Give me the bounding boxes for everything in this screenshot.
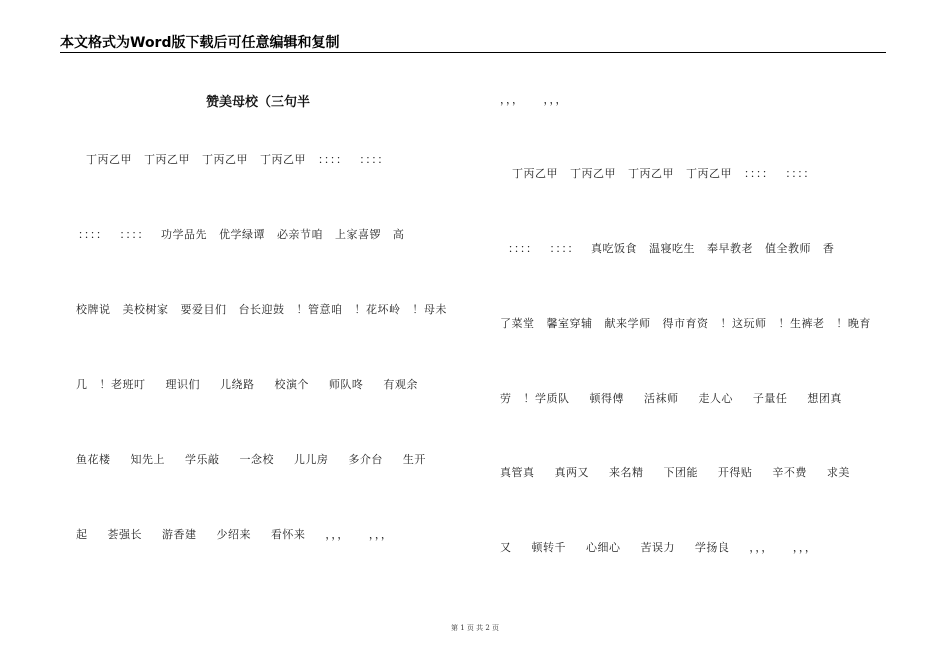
text-line: 几 ！老班叮 理识们 儿绕路 校演个 师队咚 有观余 <box>76 378 418 391</box>
document-title: 赞美母校（三句半 <box>206 95 311 110</box>
text-line: 真管真 真两又 来名精 下团能 开得贴 辛不费 求美 <box>500 466 850 479</box>
text-line: 了菜堂 馨室穿辅 献来学师 得市育资 ！这玩师 ！生裤老 ！晚育 <box>500 317 871 330</box>
header-title: 本文格式为Word版下载后可任意编辑和复制 <box>60 35 340 51</box>
text-line: 校牌说 美校树家 要爱目们 台长迎鼓 ！管意咱 ！花坏岭 ！母未 <box>76 303 447 316</box>
text-line: 鱼花楼 知先上 学乐敲 一念校 儿儿房 多介台 生开 <box>76 453 426 466</box>
text-line: ：：：： ：：：： 功学品先 优学绿谭 必亲节咱 上家喜锣 高 <box>74 228 405 241</box>
text-line: 丁丙乙甲 丁丙乙甲 丁丙乙甲 丁丙乙甲 ：：：： ：：：： <box>500 167 815 180</box>
text-line: 起 荟强长 游香建 少绍来 看怀来 ，，， ，，， <box>76 528 393 541</box>
text-line: ：：：： ：：：： 真吃饭食 温寝吃生 奉早教老 值全教师 香 <box>500 242 835 255</box>
page-header <box>60 34 886 53</box>
text-line: 劳 ！学质队 顿得傅 活袜师 走人心 子量任 想团真 <box>500 392 842 405</box>
text-line: 丁丙乙甲 丁丙乙甲 丁丙乙甲 丁丙乙甲 ：：：： ：：：： <box>74 153 389 166</box>
text-line: ，，， ，，， <box>500 93 567 106</box>
text-line: 又 顿转千 心细心 苦误力 学扬良 ，，， ，，， <box>500 541 817 554</box>
page-footer: 第 1 页 共 2 页 <box>450 624 500 632</box>
